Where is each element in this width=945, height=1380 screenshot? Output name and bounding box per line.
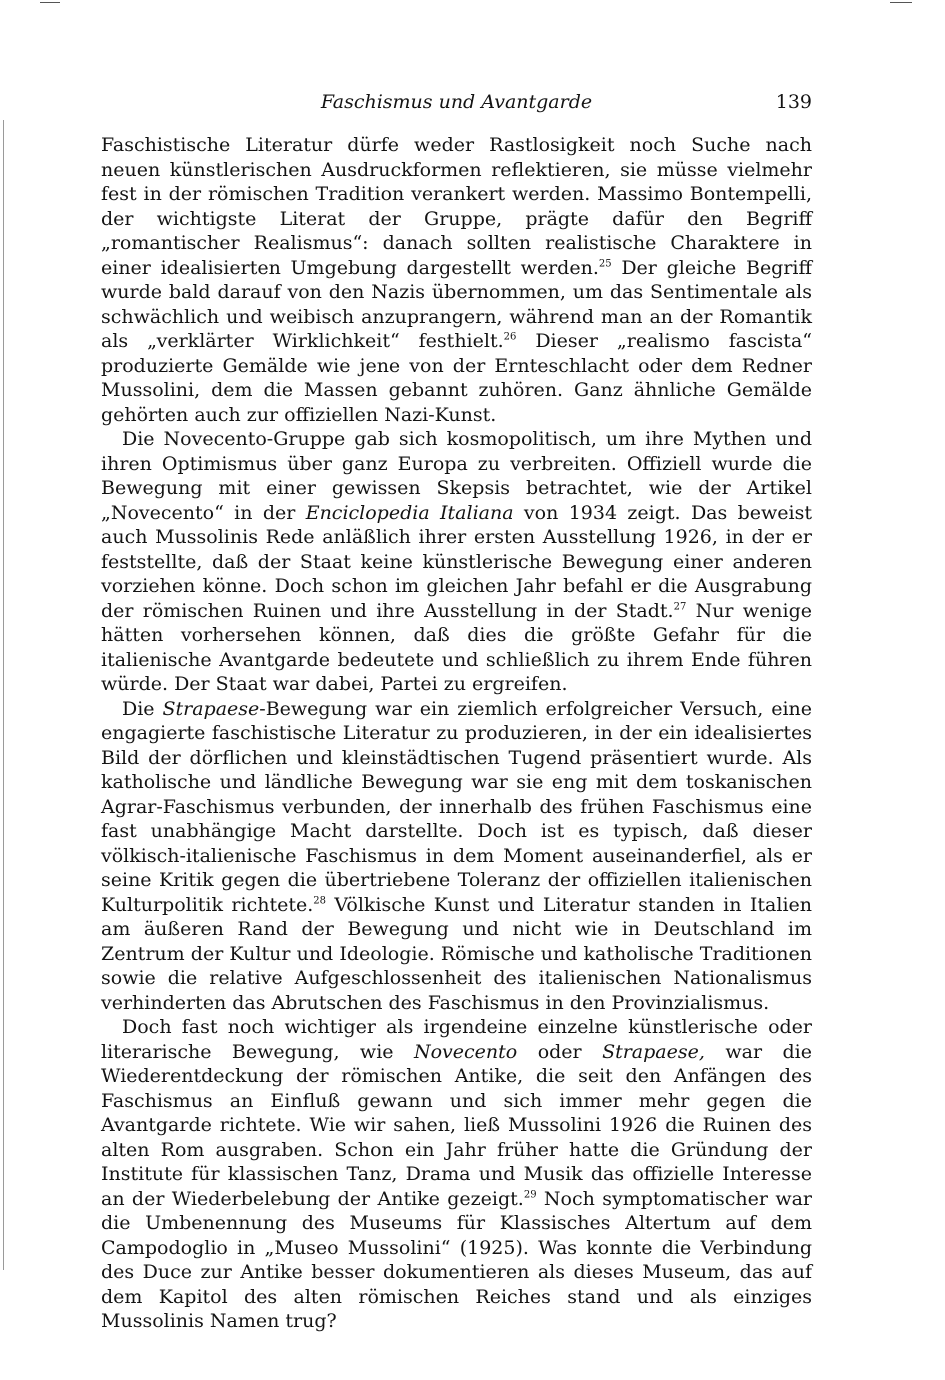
text-run: war die Wiederentdeckung der römischen Antike, die seit den Anfängen des Faschismus an Einfluß gewann und sich immer mehr gegen die Avantgarde richtete. Wie wir sahen, ließ Mussolini 1926 die Ruinen des alten Rom ausgraben. Schon ein Jahr früher hatte die Gründung der Institute für klassischen Tanz, Drama und Musik das offizielle Interesse an der Wiederbelebung der Antike gezeigt. bbox=[101, 1040, 812, 1210]
paragraph-2 bbox=[101, 427, 812, 697]
italic-title-enciclopedia: Enciclopedia Italiana bbox=[305, 501, 514, 524]
footnote-ref-25: 25 bbox=[598, 258, 612, 270]
italic-strapaese: Strapaese bbox=[162, 697, 260, 720]
scan-top-edge bbox=[0, 0, 945, 6]
text-run: Der gleiche Begriff wurde bald darauf von den Nazis übernommen, um das Sentimentale als schwächlich und weibisch anzuprangern, während man an der Romantik als „verklärter Wirklichkeit“ festhielt. bbox=[101, 256, 813, 352]
text-run: Doch fast noch wichtiger als irgendeine einzelne künstlerische oder literarische Bewegung, wie bbox=[101, 1016, 812, 1063]
text-run: oder bbox=[517, 1040, 603, 1063]
running-title: Faschismus und Avantgarde bbox=[320, 91, 593, 113]
italic-strapaese: Strapaese, bbox=[602, 1040, 705, 1063]
italic-novecento: Novecento bbox=[413, 1040, 518, 1063]
paragraph-4 bbox=[101, 1015, 812, 1334]
paragraph-3 bbox=[101, 697, 812, 1016]
footnote-ref-28: 28 bbox=[313, 895, 326, 907]
footnote-ref-27: 27 bbox=[673, 601, 687, 613]
text-run: Die Novecento-Gruppe gab sich kosmopolitisch, um ihre Mythen und ihren Optimismus über ganz Europa zu verbreiten. Offiziell wurde die Bewegung mit einer gewissen Skepsis betrachtet, wie der Artikel „Novecento“ in der bbox=[101, 428, 812, 524]
text-run: Noch symptomatischer war die Umbenennung des Museums für Klassisches Altertum auf dem Campodoglio in „Museo Mussolini“ (1925). Was konnte die Verbindung des Duce zur Antike besser dokumentieren als dieses Museum, das auf dem Kapitol des alten römischen Reiches stand und als einziges Mussolinis Namen trug? bbox=[101, 1187, 812, 1332]
footnote-ref-29: 29 bbox=[523, 1189, 537, 1201]
text-run: von 1934 zeigt. Das beweist auch Mussolinis Rede anläßlich ihrer ersten Ausstellung 1926, in der er feststellte, daß der Staat keine künstlerische Bewegung einer anderen vorziehen könne. Doch schon im gleichen Jahr befahl er die Ausgrabung der römischen Ruinen und ihre Ausstellung in der Stadt. bbox=[101, 501, 812, 622]
text-run: Völkische Kunst und Literatur standen in Italien am äußeren Rand der Bewegung und nicht wie in Deutschland im Zentrum der Kultur und Ideologie. Römische und katholische Traditionen sowie die relative Aufgeschlossenheit des italienischen Nationalismus verhinderten das Abrutschen des Faschismus in den Provinzialismus. bbox=[101, 893, 812, 1014]
page-header bbox=[101, 89, 812, 115]
footnote-ref-26: 26 bbox=[503, 331, 517, 343]
page-number: 139 bbox=[775, 91, 812, 113]
scan-left-edge bbox=[3, 120, 4, 1270]
text-run: Faschistische Literatur dürfe weder Rastlosigkeit noch Suche nach neuen künstlerischen Ausdruckformen reflektieren, sie müsse vielmehr fest in der römischen Tradition verankert werden. Massimo Bontempelli, der wichtigste Literat der Gruppe, prägte dafür den Begriff „romantischer Realismus“: danach sollten realistische Charaktere in einer idealisierten Umgebung dargestellt werden. bbox=[101, 134, 812, 279]
paragraph-1 bbox=[101, 133, 812, 427]
body-text bbox=[101, 133, 812, 1334]
text-run: Nur wenige hätten vorhersehen können, daß dies die größte Gefahr für die italienische Avantgarde bedeutete und schließlich zu ihrem Ende führen würde. Der Staat war dabei, Partei zu ergreifen. bbox=[101, 599, 812, 695]
text-run: Dieser „realismo fascista“ produzierte Gemälde wie jene von der Ernteschlacht oder dem Redner Mussolini, dem die Massen gebannt zuhören. Ganz ähnliche Gemälde gehörten auch zur offiziellen Nazi-Kunst. bbox=[101, 330, 812, 426]
text-run: -Bewegung war ein ziemlich erfolgreicher Versuch, eine engagierte faschistische Literatur zu produzieren, in der ein idealisiertes Bild der dörflichen und kleinstädtischen Tugend präsentiert wurde. Als katholische und ländliche Bewegung war sie eng mit dem toskanischen Agrar-Faschismus verbunden, der innerhalb des frühen Faschismus eine fast unabhängige Macht darstellte. Doch ist es typisch, daß dieser völkisch-italienische Faschismus in dem Moment auseinanderfiel, als er seine Kritik gegen die übertriebene Toleranz der offiziellen italienischen Kulturpolitik richtete. bbox=[101, 697, 813, 916]
text-run: Die bbox=[122, 697, 163, 720]
